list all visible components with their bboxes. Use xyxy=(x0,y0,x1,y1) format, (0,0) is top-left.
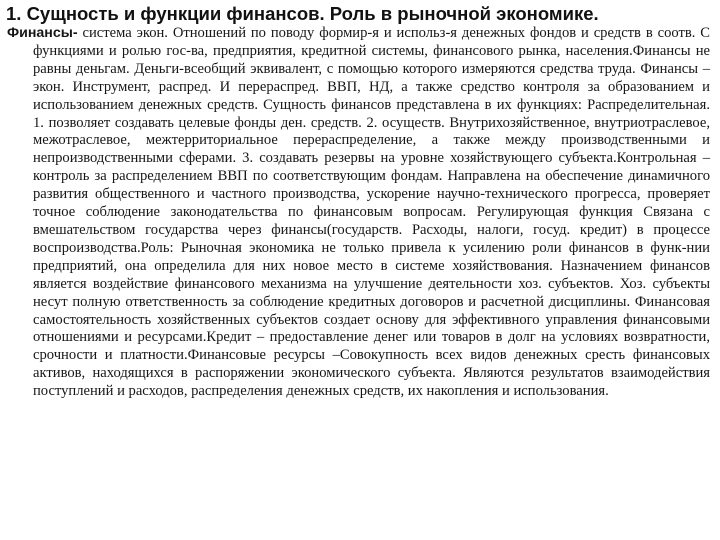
body-paragraph-text: система экон. Отношений по поводу формир-я и использ-я денежных фондов и средств в соотв. С функциями и ролью гос-ва, предприятия, кредитной системы, финансового рынка, населения.Финансы не равны деньгам. Деньги-всеобщий эквивалент, с помощью которого измеряются средства труда. Финансы – экон. Инструмент, распред. И перераспред. ВВП, НД, а также средство контроля за образованием и использованием денежных средств. Сущность финансов представлена в их функциях: Распределительная. 1. позволяет создавать целевые фонды ден. средств. 2. осуществ. Внутрихозяйственное, внутриотраслевое, межотраслевое, межтерриториальное перераспределение, а также между производственными и непроизводственными сферами. 3. создавать резервы на уровне хозяйствующего субъекта.Контрольная – контроль за распределением ВВП по соответствующим фондам. Направлена на обеспечение динамичного развития общественного и частного производства, ускорение научно-технического прогресса, проверяет точное соблюдение законодательства по финансовым вопросам. Регулирующая функция Связана с вмешательством государства через финансы(государств. Расходы, налоги, госуд. кредит) в процессе воспроизводства.Роль: Рыночная экономика не только привела к усилению роли финансов в функ-нии предприятий, она определила для них новое место в системе хозяйствования. Назначением финансов является воздействие финансового механизма на улучшение деятельности хоз. субъектов. Хоз. субъекты несут полную ответственность за соблюдение кредитных договоров и расчетной дисциплины. Финансовая самостоятельность хозяйственных субъектов создает основу для эффективного управления финансовыми отношениями и ресурсами.Кредит – предоставление денег или товаров в долг на условиях возвратности, срочности и платности.Финансовые ресурсы –Совокупность всех видов денежных сресть финансовых активов, находящихся в распоряжении экономического субъекта. Являются результатов взаимодействия поступлений и расходов, распределения денежных средств, их накопления и использования. xyxy=(33,25,710,400)
body-text xyxy=(7,25,710,401)
term-heading: Финансы- xyxy=(7,25,78,41)
page-title: 1. Сущность и функции финансов. Роль в рыночной экономике. xyxy=(6,3,599,24)
body-paragraph xyxy=(7,25,710,401)
